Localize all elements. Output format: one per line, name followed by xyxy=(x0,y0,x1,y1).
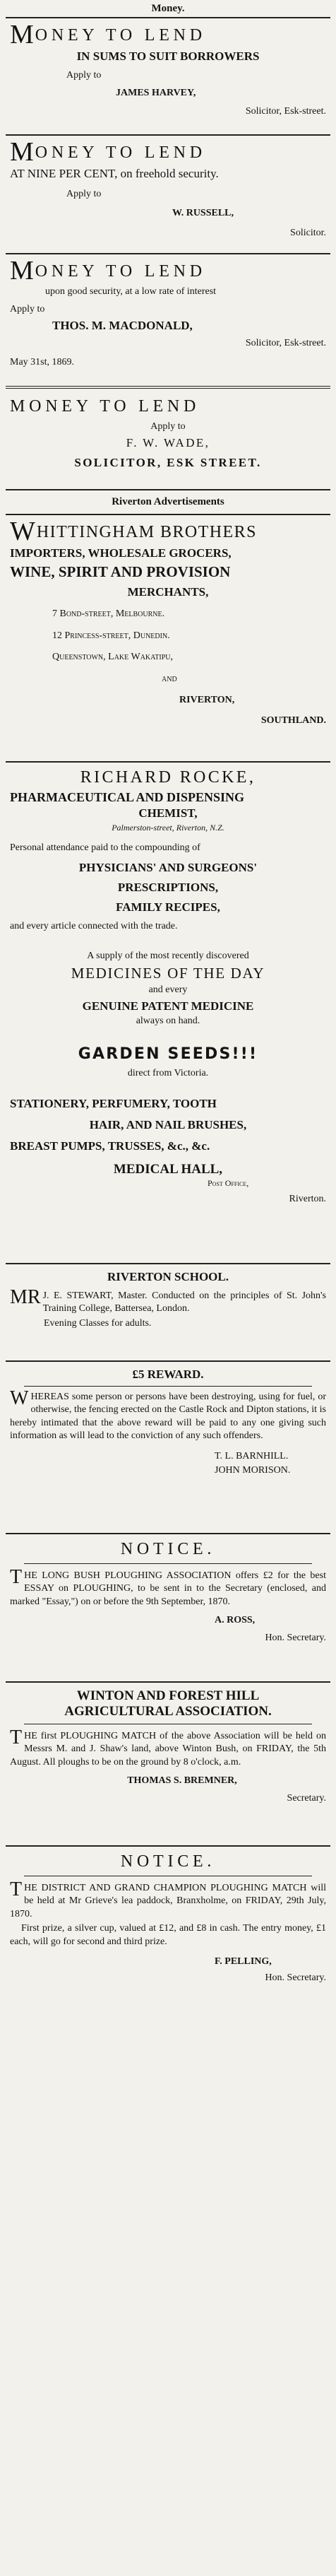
body-line: Post Office, xyxy=(208,1178,249,1188)
drop-cap: M xyxy=(10,137,34,167)
drop-cap: W xyxy=(10,1387,29,1409)
signature-title: Hon. Secretary. xyxy=(265,1632,326,1643)
body-line: PRESCRIPTIONS, xyxy=(117,880,219,894)
address-line: RIVERTON, xyxy=(179,695,235,706)
body-text: HE first PLOUGHING MATCH of the above Association will be held on Messrs M. and J. Shaw's land, above Winton Bush, on FRIDAY, the 5th August. All ploughs to be on the ground by 8 o'clock, a.m. xyxy=(10,1731,326,1768)
body-line: A supply of the most recently discovered xyxy=(87,951,249,962)
ad-five-pound-reward xyxy=(0,1362,336,1533)
ad-heading: NOTICE. xyxy=(120,1540,216,1558)
heading-text: ONEY TO LEND xyxy=(35,26,206,45)
body-line: Personal attendance paid to the compounding of xyxy=(10,842,200,854)
body-line: PHYSICIANS' AND SURGEONS' xyxy=(78,860,258,874)
ad-heading: £5 REWARD. xyxy=(132,1368,204,1381)
ad-line: IMPORTERS, WHOLESALE GROCERS, xyxy=(10,546,232,560)
ad-heading: AGRICULTURAL ASSOCIATION. xyxy=(64,1704,272,1719)
address-line: 12 Princess-street, Dunedin. xyxy=(52,630,170,641)
ad-heading xyxy=(10,256,326,286)
ad-heading xyxy=(10,137,326,167)
advertiser-title: Solicitor, Esk-street. xyxy=(245,106,326,117)
drop-cap: T xyxy=(10,1878,23,1900)
drop-cap: T xyxy=(10,1727,23,1748)
signature-title: Secretary. xyxy=(287,1792,326,1804)
divider xyxy=(24,1386,312,1387)
heading-text: HITTINGHAM BROTHERS xyxy=(36,523,257,542)
ad-line: IN SUMS TO SUIT BORROWERS xyxy=(76,49,260,64)
ad-heading: WINTON AND FOREST HILL xyxy=(76,1688,260,1703)
advertiser-title: Solicitor. xyxy=(290,228,326,239)
ad-heading xyxy=(10,517,326,546)
body-line: FAMILY RECIPES, xyxy=(116,900,220,914)
body-line: HAIR, AND NAIL BRUSHES, xyxy=(89,1118,247,1131)
ad-richard-rocke xyxy=(0,763,336,1263)
ad-line: upon good security, at a low rate of interest xyxy=(45,286,217,298)
apply-to: Apply to xyxy=(150,421,186,432)
body-line: always on hand. xyxy=(136,1016,200,1027)
ad-line: MERCHANTS, xyxy=(127,585,209,599)
body-line: MEDICAL HALL, xyxy=(113,1162,223,1177)
address-line: Palmerston-street, Riverton, N.Z. xyxy=(112,823,224,833)
ad-body xyxy=(10,1878,326,1921)
address-line: Queenstown, Lake Wakatipu, xyxy=(52,652,173,663)
ad-date: May 31st, 1869. xyxy=(10,356,74,367)
address-line: 7 Bond-street, Melbourne. xyxy=(52,608,165,620)
ad-winton-forest-hill xyxy=(0,1683,336,1845)
body-line: Evening Classes for adults. xyxy=(44,1317,152,1329)
drop-cap: MR xyxy=(10,1286,41,1308)
section-heading-money: Money. xyxy=(151,3,185,14)
advertiser-title: Solicitor, Esk-street. xyxy=(245,338,326,349)
ad-james-harvey xyxy=(0,18,336,134)
ad-line: PHARMACEUTICAL AND DISPENSING xyxy=(10,790,245,804)
advertiser-name: W. RUSSELL, xyxy=(172,207,234,218)
ad-body xyxy=(10,1566,326,1608)
ad-body xyxy=(10,1387,326,1443)
signature: F. PELLING, xyxy=(215,1956,272,1968)
ad-heading: MONEY TO LEND xyxy=(10,397,200,416)
body-text: HE DISTRICT AND GRAND CHAMPION PLOUGHING MATCH will be held at Mr Grieve's lea paddock, Branxholme, on FRIDAY, 29th July, 1870. xyxy=(10,1883,326,1919)
signature: T. L. BARNHILL. xyxy=(215,1450,289,1462)
address-line: and xyxy=(162,673,177,684)
body-text: HE LONG BUSH PLOUGHING ASSOCIATION offers £2 for the best ESSAY on PLOUGHING, to be sent in to the Secretary (enclosed, and marked "Essay,") on or before the 9th September, 1870. xyxy=(10,1570,326,1607)
body-line: MEDICINES OF THE DAY xyxy=(71,964,265,982)
body-line: Riverton. xyxy=(289,1194,326,1205)
ad-riverton-school xyxy=(0,1264,336,1360)
signature: JOHN MORISON. xyxy=(215,1465,291,1476)
body-line: and every xyxy=(148,984,188,995)
body-text: First prize, a silver cup, valued at £12, and £8 in cash. The entry money, £1 each, will go for second and third prize. xyxy=(10,1923,326,1947)
signature: A. ROSS, xyxy=(215,1615,256,1626)
heading-text: ONEY TO LEND xyxy=(35,143,206,163)
advertiser-name: F. W. WADE, xyxy=(126,436,210,450)
drop-cap: M xyxy=(10,256,34,286)
ad-long-bush-notice xyxy=(0,1534,336,1681)
section-heading-riverton: Riverton Advertisements xyxy=(112,496,224,507)
ad-line: CHEMIST, xyxy=(138,806,198,820)
advertiser-title: SOLICITOR, ESK STREET. xyxy=(74,456,262,470)
ad-whittingham-brothers xyxy=(0,515,336,761)
body-line: and every article connected with the trade. xyxy=(10,920,178,931)
ad-heading xyxy=(10,20,326,49)
signature: THOMAS S. BREMNER, xyxy=(127,1775,237,1787)
body-text: HEREAS some person or persons have been destroying, using for fuel, or otherwise, the fencing erected on the Castle Rock and Dipton stations, it is hereby intimated that the above reward will be paid to any one giving such information as will lead to the conviction of any such offenders. xyxy=(10,1392,326,1442)
advertiser-name: THOS. M. MACDONALD, xyxy=(52,319,193,333)
ad-body xyxy=(10,1727,326,1769)
signature-title: Hon. Secretary. xyxy=(265,1972,326,1983)
ad-w-russell xyxy=(0,136,336,253)
advertiser-name: JAMES HARVEY, xyxy=(116,87,196,98)
ad-heading: RIVERTON SCHOOL. xyxy=(107,1270,229,1283)
apply-to: Apply to xyxy=(66,189,102,200)
ad-grand-champion-notice xyxy=(0,1847,336,2029)
apply-to: Apply to xyxy=(10,303,45,314)
ad-thos-macdonald xyxy=(0,254,336,386)
body-text: J. E. STEWART, Master. Conducted on the principles of St. John's Training College, Battersea, London. xyxy=(42,1290,326,1315)
heading-text: ONEY TO LEND xyxy=(35,262,206,281)
drop-cap: T xyxy=(10,1566,23,1588)
address-line: SOUTHLAND. xyxy=(260,714,326,726)
ad-line: WINE, SPIRIT AND PROVISION xyxy=(10,563,231,581)
ad-heading: RICHARD ROCKE, xyxy=(80,768,256,787)
drop-cap: W xyxy=(10,517,35,546)
ad-body xyxy=(10,1286,326,1316)
drop-cap: M xyxy=(10,20,34,49)
ad-f-w-wade xyxy=(0,389,336,489)
garden-seeds-heading: GARDEN SEEDS!!! xyxy=(78,1045,258,1063)
ad-heading: NOTICE. xyxy=(120,1852,216,1871)
body-line: BREAST PUMPS, TRUSSES, &c., &c. xyxy=(10,1139,210,1153)
apply-to: Apply to xyxy=(66,70,102,81)
ad-line: AT NINE PER CENT, on freehold security. xyxy=(10,167,219,181)
body-line: GENUINE PATENT MEDICINE xyxy=(82,999,254,1013)
body-line: STATIONERY, PERFUMERY, TOOTH xyxy=(10,1097,217,1110)
divider xyxy=(24,1563,312,1564)
body-line: direct from Victoria. xyxy=(127,1067,209,1078)
